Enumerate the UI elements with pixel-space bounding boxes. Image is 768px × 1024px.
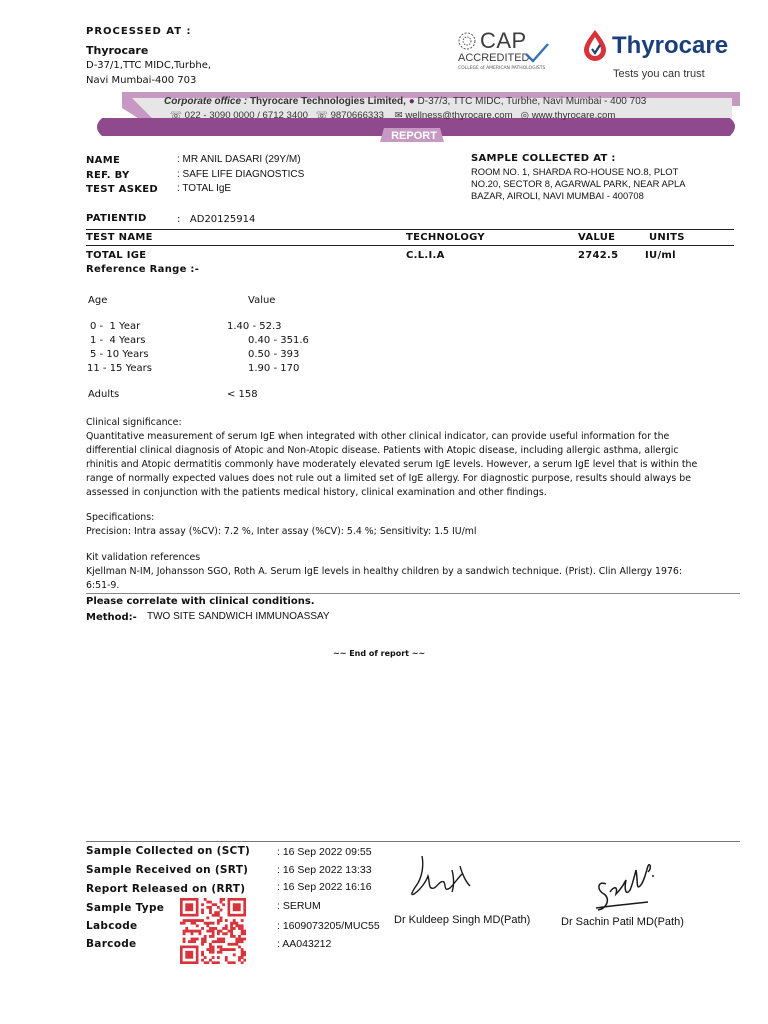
labcode-label: Labcode — [86, 920, 138, 932]
header-units: UNITS — [649, 232, 685, 243]
signature-sachin — [590, 856, 656, 916]
test-asked-label: TEST ASKED — [86, 184, 158, 195]
signature-kuldeep — [404, 852, 474, 904]
ref-row-age: 1 - 4 Years — [90, 335, 146, 346]
patient-id-value: : AD20125914 — [177, 214, 256, 225]
barcode-value: : AA043212 — [277, 938, 332, 950]
sample-collected-heading: SAMPLE COLLECTED AT : — [471, 153, 616, 164]
patient-id-label: PATIENTID — [86, 213, 147, 224]
method-value: TWO SITE SANDWICH IMMUNOASSAY — [147, 611, 330, 622]
corporate-name: Thyrocare Technologies Limited, — [249, 96, 406, 107]
sample-collected-on-label: Sample Collected on (SCT) — [86, 845, 251, 857]
sample-type-label: Sample Type — [86, 902, 165, 914]
clinical-line: Quantitative measurement of serum IgE when integrated with other clinical indicator, can provide useful information for the — [86, 431, 670, 442]
ref-by-label: REF. BY — [86, 170, 130, 181]
clinical-line: differential clinical diagnosis of Atopic and Non-Atopic disease. Patients with Atopic disease, including allergic asthma, allergic — [86, 445, 679, 456]
cap-title: CAP — [480, 28, 527, 53]
sample-collected-line3: BAZAR, AIROLI, NAVI MUMBAI - 400708 — [471, 190, 644, 201]
header-test-name: TEST NAME — [86, 232, 153, 243]
ref-adults-label: Adults — [88, 389, 120, 400]
specifications-heading: Specifications: — [86, 512, 155, 523]
clinical-heading: Clinical significance: — [86, 417, 182, 428]
sample-received-on-value: : 16 Sep 2022 13:33 — [277, 864, 372, 876]
thyrocare-tagline: Tests you can trust — [613, 68, 705, 80]
cap-subtitle: COLLEGE of AMERICAN PATHOLOGISTS — [458, 66, 546, 71]
corporate-website: www.thyrocare.com — [531, 110, 616, 121]
qr-code-image — [180, 898, 246, 964]
sample-collected-on-value: : 16 Sep 2022 09:55 — [277, 846, 372, 858]
ref-row-value: 0.50 - 393 — [248, 349, 300, 360]
ref-by-value: : SAFE LIFE DIAGNOSTICS — [177, 169, 305, 180]
thyrocare-emblem-icon — [580, 28, 610, 62]
corporate-whatsapp: 9870666333 — [330, 110, 384, 121]
clinical-line: rhinitis and Atopic dermatitis commonly have moderately elevated serum IgE levels. However, a serum IgE level that is within the — [86, 459, 698, 470]
barcode-label: Barcode — [86, 938, 137, 950]
phone-icon: ☏ — [170, 110, 182, 121]
results-header-rule — [86, 245, 734, 246]
result-units: IU/ml — [645, 250, 676, 261]
thyrocare-brand-name: Thyrocare — [612, 32, 729, 59]
qr-code — [180, 898, 246, 964]
processed-address-line1: D-37/1,TTC MIDC,Turbhe, — [86, 60, 212, 71]
end-of-report: ~~ End of report ~~ — [333, 649, 426, 658]
location-pin-icon: ● — [408, 96, 415, 107]
header-technology: TECHNOLOGY — [406, 232, 485, 243]
ref-row-age: 11 - 15 Years — [87, 363, 152, 374]
ref-age-header: Age — [88, 295, 108, 306]
processed-lab-name: Thyrocare — [86, 44, 149, 57]
ref-adults-value: < 158 — [227, 389, 258, 400]
name-label: NAME — [86, 155, 121, 166]
cap-globe-icon — [458, 32, 476, 50]
ref-row-value: 1.40 - 52.3 — [227, 321, 282, 332]
ref-row-age: 0 - 1 Year — [90, 321, 141, 332]
report-label: REPORT — [391, 130, 437, 142]
corporate-address: D-37/3, TTC MIDC, Turbhe, Navi Mumbai - 400 703 — [417, 96, 647, 107]
doctor-sachin-name: Dr Sachin Patil MD(Path) — [561, 916, 684, 928]
ref-row-age: 5 - 10 Years — [90, 349, 149, 360]
header-value: VALUE — [578, 232, 616, 243]
reference-range-label: Reference Range :- — [86, 264, 200, 275]
correlate-rule — [86, 593, 740, 594]
corporate-email: wellness@thyrocare.com — [405, 110, 513, 121]
cap-accredited-text: ACCREDITED — [458, 52, 530, 64]
ref-value-header: Value — [248, 295, 276, 306]
processed-at-heading: PROCESSED AT : — [86, 26, 192, 37]
whatsapp-icon: ☏ — [315, 110, 328, 121]
name-value: : MR ANIL DASARI (29Y/M) — [177, 154, 301, 165]
sample-collected-line1: ROOM NO. 1, SHARDA RO-HOUSE NO.8, PLOT — [471, 166, 679, 177]
ref-row-value: 1.90 - 170 — [248, 363, 300, 374]
ref-row-value: 0.40 - 351.6 — [248, 335, 309, 346]
cap-accredited-logo — [456, 28, 558, 76]
checkmark-icon — [524, 42, 550, 64]
method-label: Method:- — [86, 612, 137, 623]
email-icon: ✉ — [394, 110, 403, 121]
result-technology: C.L.I.A — [406, 250, 445, 261]
sample-type-value: : SERUM — [277, 900, 321, 912]
doctor-kuldeep-name: Dr Kuldeep Singh MD(Path) — [394, 914, 531, 926]
correlate-note: Please correlate with clinical conditions. — [86, 596, 315, 607]
sample-collected-line2: NO.20, SECTOR 8, AGARWAL PARK, NEAR APLA — [471, 178, 686, 189]
clinical-line: assessed in conjunction with the patients medical history, clinical examination and other findings. — [86, 487, 547, 498]
corporate-banner — [92, 92, 740, 142]
specifications-text: Precision: Intra assay (%CV): 7.2 %, Inter assay (%CV): 5.4 %; Sensitivity: 1.5 IU/ml — [86, 526, 477, 537]
processed-address-line2: Navi Mumbai-400 703 — [86, 75, 197, 86]
sample-received-on-label: Sample Received on (SRT) — [86, 864, 249, 876]
report-released-on-label: Report Released on (RRT) — [86, 883, 246, 895]
corporate-phone: 022 - 3090 0000 / 6712 3400 — [184, 110, 308, 121]
test-asked-value: : TOTAL IgE — [177, 183, 232, 194]
labcode-value: : 1609073205/MUC55 — [277, 920, 380, 932]
kit-reference-line1: Kjellman N-IM, Johansson SGO, Roth A. Serum IgE levels in healthy children by a sandwich technique. (Prist). Clin Allergy 1976: — [86, 566, 683, 577]
clinical-line: range of normally expected values does not rule out a limited set of IgE allergy. For diagnostic purpose, results should always be — [86, 473, 691, 484]
corporate-label: Corporate office : — [164, 96, 248, 107]
kit-heading: Kit validation references — [86, 552, 201, 563]
result-test-name: TOTAL IGE — [86, 250, 147, 261]
globe-icon: ◎ — [520, 110, 530, 121]
footer-rule — [86, 841, 740, 842]
results-top-rule — [86, 229, 734, 230]
thyrocare-logo — [578, 26, 738, 86]
report-released-on-value: : 16 Sep 2022 16:16 — [277, 881, 372, 893]
result-value: 2742.5 — [578, 250, 619, 261]
kit-reference-line2: 6:51-9. — [86, 580, 120, 591]
